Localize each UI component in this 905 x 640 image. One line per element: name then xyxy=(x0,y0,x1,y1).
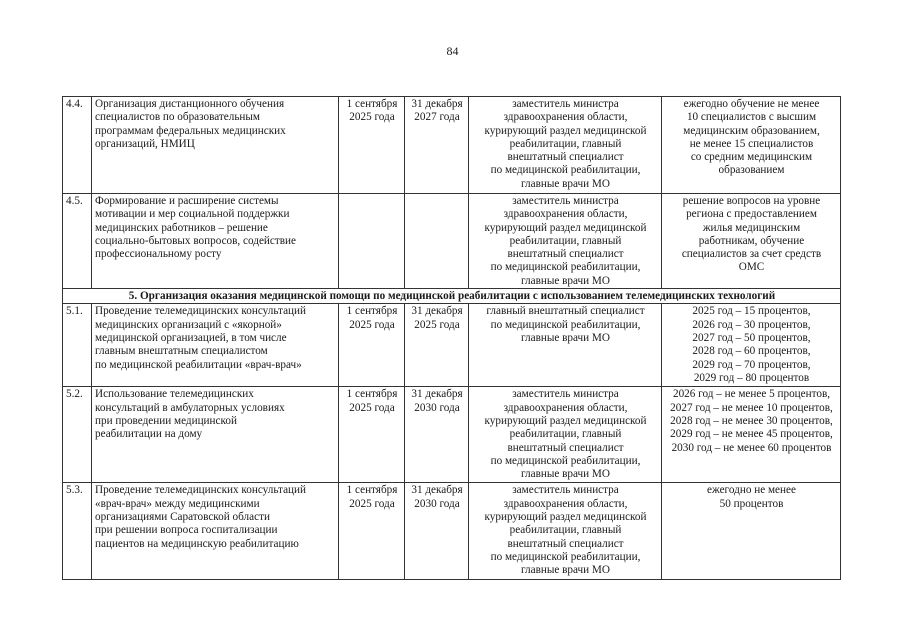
responsible-cell: заместитель министра здравоохранения области, курирующий раздел медицинской реабилитации, главный внештатный специалист по медицинской реабилитации, главные врачи МО xyxy=(469,97,662,194)
section-title: 5. Организация оказания медицинской помощи по медицинской реабилитации с использованием телемедицинских технологий xyxy=(63,289,841,304)
result-cell: ежегодно не менее 50 процентов xyxy=(662,483,841,580)
start-date-cell: 1 сентября 2025 года xyxy=(339,483,405,580)
measures-table xyxy=(62,96,841,580)
activity-cell: Использование телемедицинских консультаций в амбулаторных условиях при проведении медицинской реабилитации на дому xyxy=(92,387,339,483)
table-row xyxy=(63,483,841,580)
end-date-cell: 31 декабря 2030 года xyxy=(405,387,469,483)
start-date-cell: 1 сентября 2025 года xyxy=(339,304,405,387)
row-number: 4.4. xyxy=(63,97,92,194)
end-date-cell: 31 декабря 2025 года xyxy=(405,304,469,387)
result-cell: решение вопросов на уровне региона с предоставлением жилья медицинским работникам, обучение специалистов за счет средств ОМС xyxy=(662,194,841,289)
start-date-cell xyxy=(339,194,405,289)
responsible-cell: главный внештатный специалист по медицинской реабилитации, главные врачи МО xyxy=(469,304,662,387)
result-cell: 2026 год – не менее 5 процентов, 2027 год – не менее 10 процентов, 2028 год – не менее 30 процентов, 2029 год – не менее 45 процентов, 2030 год – не менее 60 процентов xyxy=(662,387,841,483)
result-cell: ежегодно обучение не менее 10 специалистов с высшим медицинским образованием, не менее 15 специалистов со средним медицинским образованием xyxy=(662,97,841,194)
responsible-cell: заместитель министра здравоохранения области, курирующий раздел медицинской реабилитации, главный внештатный специалист по медицинской реабилитации, главные врачи МО xyxy=(469,194,662,289)
responsible-cell: заместитель министра здравоохранения области, курирующий раздел медицинской реабилитации, главный внештатный специалист по медицинской реабилитации, главные врачи МО xyxy=(469,387,662,483)
end-date-cell: 31 декабря 2027 года xyxy=(405,97,469,194)
row-number: 5.2. xyxy=(63,387,92,483)
activity-cell: Проведение телемедицинских консультаций медицинских организаций с «якорной» медицинской организацией, в том числе главным внештатным специалистом по медицинской реабилитации «врач-врач» xyxy=(92,304,339,387)
table-row xyxy=(63,194,841,289)
table-row xyxy=(63,304,841,387)
row-number: 5.1. xyxy=(63,304,92,387)
section-header-row xyxy=(63,289,841,304)
row-number: 4.5. xyxy=(63,194,92,289)
row-number: 5.3. xyxy=(63,483,92,580)
table-row xyxy=(63,387,841,483)
start-date-cell: 1 сентября 2025 года xyxy=(339,97,405,194)
responsible-cell: заместитель министра здравоохранения области, курирующий раздел медицинской реабилитации, главный внештатный специалист по медицинской реабилитации, главные врачи МО xyxy=(469,483,662,580)
table-row xyxy=(63,97,841,194)
end-date-cell: 31 декабря 2030 года xyxy=(405,483,469,580)
page-number: 84 xyxy=(446,44,459,58)
activity-cell: Проведение телемедицинских консультаций «врач-врач» между медицинскими организациями Саратовской области при решении вопроса госпитализации пациентов на медицинскую реабилитацию xyxy=(92,483,339,580)
end-date-cell xyxy=(405,194,469,289)
activity-cell: Формирование и расширение системы мотивации и мер социальной поддержки медицинских работников – решение социально-бытовых вопросов, содействие профессиональному росту xyxy=(92,194,339,289)
result-cell: 2025 год – 15 процентов, 2026 год – 30 процентов, 2027 год – 50 процентов, 2028 год – 60 процентов, 2029 год – 70 процентов, 2029 год – 80 процентов xyxy=(662,304,841,387)
start-date-cell: 1 сентября 2025 года xyxy=(339,387,405,483)
activity-cell: Организация дистанционного обучения специалистов по образовательным программам федеральных медицинских организаций, НМИЦ xyxy=(92,97,339,194)
